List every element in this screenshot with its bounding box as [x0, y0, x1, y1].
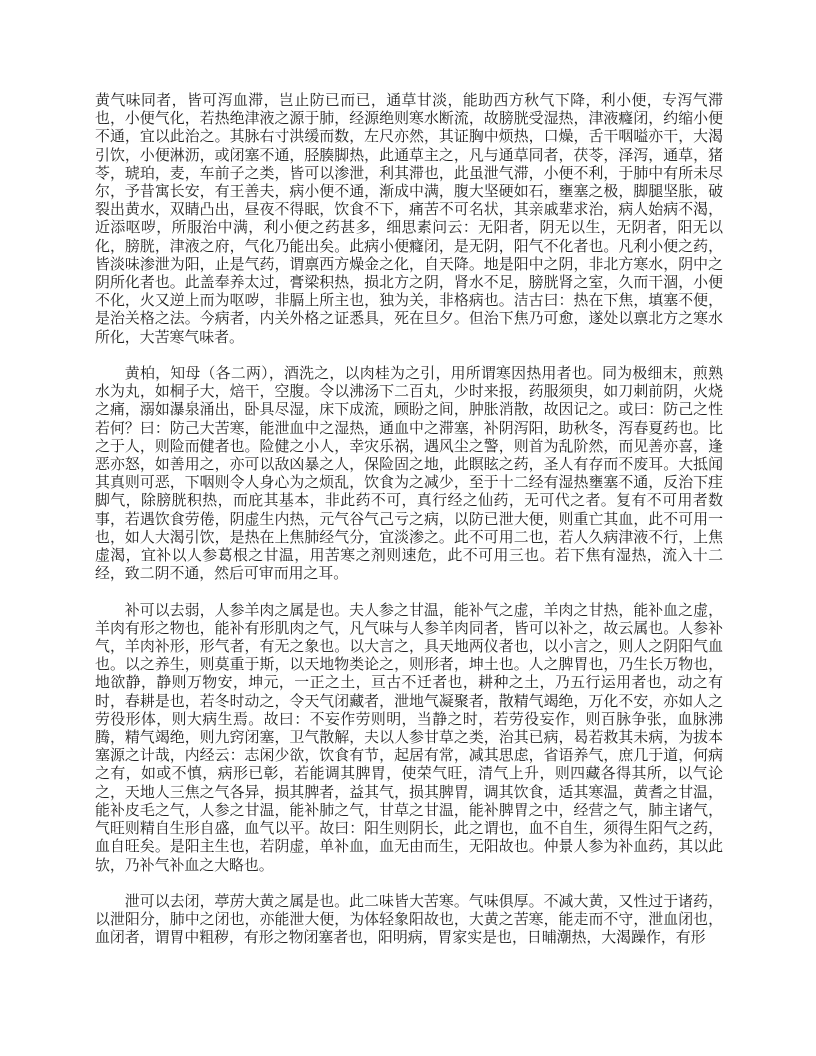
document-text-block: [95, 92, 723, 948]
paragraph-bu-renshen-yangrou: 补可以去弱，人参羊肉之属是也。夫人参之甘温，能补气之虚，羊肉之甘热，能补血之虚，羊肉有形之物也，能补有形肌肉之气，凡气味与人参羊肉同者，皆可以补之，故云属也。人参补气，羊肉补形，形气者，有无之象也。以大言之，具天地两仪者也，以小言之，则人之阴阳气血也。以之养生，则莫重于斯，以天地物类论之，则形者，坤土也。人之脾胃也，乃生长万物也，地欲静，静则万物安，坤元，一正之土，亘古不迁者也，耕种之土，乃五行运用者也，动之有时，春耕是也，若冬时动之，令天气闭藏者，泄地气凝聚者，散精气竭绝，万化不安，亦如人之劳役形体，则大病生焉。故曰：不妄作劳则明，当静之时，若劳役妄作，则百脉争张，血脉沸腾，精气竭绝，则九窍闭塞，卫气散解，夫以人参甘草之类，治其已病，曷若救其未病，为拔本塞源之计哉，内经云：志闲少欲，饮食有节，起居有常，减其思虑，省语养气，庶几于道，何病之有，如或不慎，病形已彰，若能调其脾胃，使荣气旺，清气上升，则四藏各得其所，以气论之，天地人三焦之气各异，损其脾者，益其气，损其脾胃，调其饮食，适其寒温，黄耆之甘温，能补皮毛之气，人参之甘温，能补肺之气，甘草之甘温，能补脾胃之中，经营之气，肺主诸气，气旺则精自生形自盛，血气以平。故曰：阳生则阴长，此之谓也，血不自生，须得生阳气之药，血自旺矣。是阳主生也，若阴虚，单补血，血无由而生，无阳故也。仲景人参为补血药，其以此欤，乃补气补血之大略也。: [95, 602, 723, 874]
paragraph-xie-tingli-dahuang: 泄可以去闭，葶苈大黄之属是也。此二味皆大苦寒。气味俱厚。不减大黄，又性过于诸药，以泄阳分，肺中之闭也，亦能泄大便，为体轻象阳故也，大黄之苦寒，能走而不守，泄血闭也，血闭者，谓胃中粗秽，有形之物闭塞者也，阳明病，胃家实是也，日晡潮热，大渴躁作，有形: [95, 893, 723, 947]
paragraph-tongcao-case: 黄气味同者，皆可泻血滞，岂止防已而已，通草甘淡，能助西方秋气下降，利小便，专泻气滞也，小便气化，若热绝津液之源于肺，经源绝则寒水断流，故膀胱受湿热，津液癃闭，约缩小便不通，宜以此治之。其脉右寸洪缓而数，左尺亦然，其证胸中烦热，口燥，舌干咽嗌亦干，大渴引饮，小便淋沥，或闭塞不通，胫腠脚热，此通草主之，凡与通草同者，茯苓，泽泻，通草，猪苓，琥珀，麦，车前子之类，皆可以渗泄，利其滞也，此虽泄气滞，小便不利，于肺中有所未尽尔，予昔寓长安，有王善夫，病小便不通，渐成中满，腹大坚硬如石，壅塞之极，脚腿坚胀，破裂出黄水，双睛凸出，昼夜不得眠，饮食不下，痛苦不可名状，其亲戚辈求治，病人始病不渴，近添呕哕，所服治中满，利小便之药甚多，细思素问云：无阳者，阴无以生，无阴者，阳无以化，膀胱，津液之府，气化乃能出矣。此病小便癃闭，是无阴，阳气不化者也。凡利小便之药，皆淡味渗泄为阳，止是气药，谓禀西方燥金之化，自天降。地是阳中之阴，非北方寒水，阴中之阴所化者也。此盖奉养太过，膏梁积热，损北方之阴，肾水不足，膀胱肾之室，久而干涸，小便不化，火又逆上而为呕哕，非膈上所主也，独为关，非格病也。洁古曰：热在下焦，填塞不便，是治关格之法。今病者，内关外格之证悉具，死在旦夕。但治下焦乃可愈，遂处以禀北方之寒水所化，大苦寒气味者。: [95, 93, 723, 346]
paragraph-huangbai-zhimu-prescription: 黄柏，知母（各二两），酒洗之，以肉桂为之引，用所谓寒因热用者也。同为极细末，煎熟水为丸，如桐子大，焙干，空腹。令以沸汤下二百丸，少时来报，药服须臾，如刀刺前阴，火烧之痛，溺如瀑泉涌出，卧具尽湿，床下成流，顾盼之间，肿胀消散，故因记之。或曰：防己之性若何？曰：防己大苦寒，能泄血中之湿热，通血中之滞塞，补阴泻阳，助秋冬，泻春夏药也。比之于人，则险而健者也。险健之小人，幸灾乐祸，遇风尘之警，则首为乱阶然，而见善亦喜，逢恶亦怒，如善用之，亦可以敌凶暴之人，保险固之地，此瞑眩之药，圣人有存而不废耳。大抵闻其真则可恶，下咽则令人身心为之烦乱，饮食为之减少，至于十二经有湿热壅塞不通，反治下疰脚气，除膀胱积热，而庇其基本，非此药不可，真行经之仙药，无可代之者。复有不可用者数事，若遇饮食劳倦，阴虚生内热，元气谷气己亏之病，以防已泄大便，则重亡其血，此不可用一也，如人大渴引饮，是热在上焦肺经气分，宜淡渗之。此不可用二也，若人久病津液不行，上焦虚渴，宜补以人参葛根之甘温，用苦寒之剂则速危，此不可用三也。若下焦有湿热，流入十二经，致二阴不通，然后可审而用之耳。: [95, 366, 723, 583]
